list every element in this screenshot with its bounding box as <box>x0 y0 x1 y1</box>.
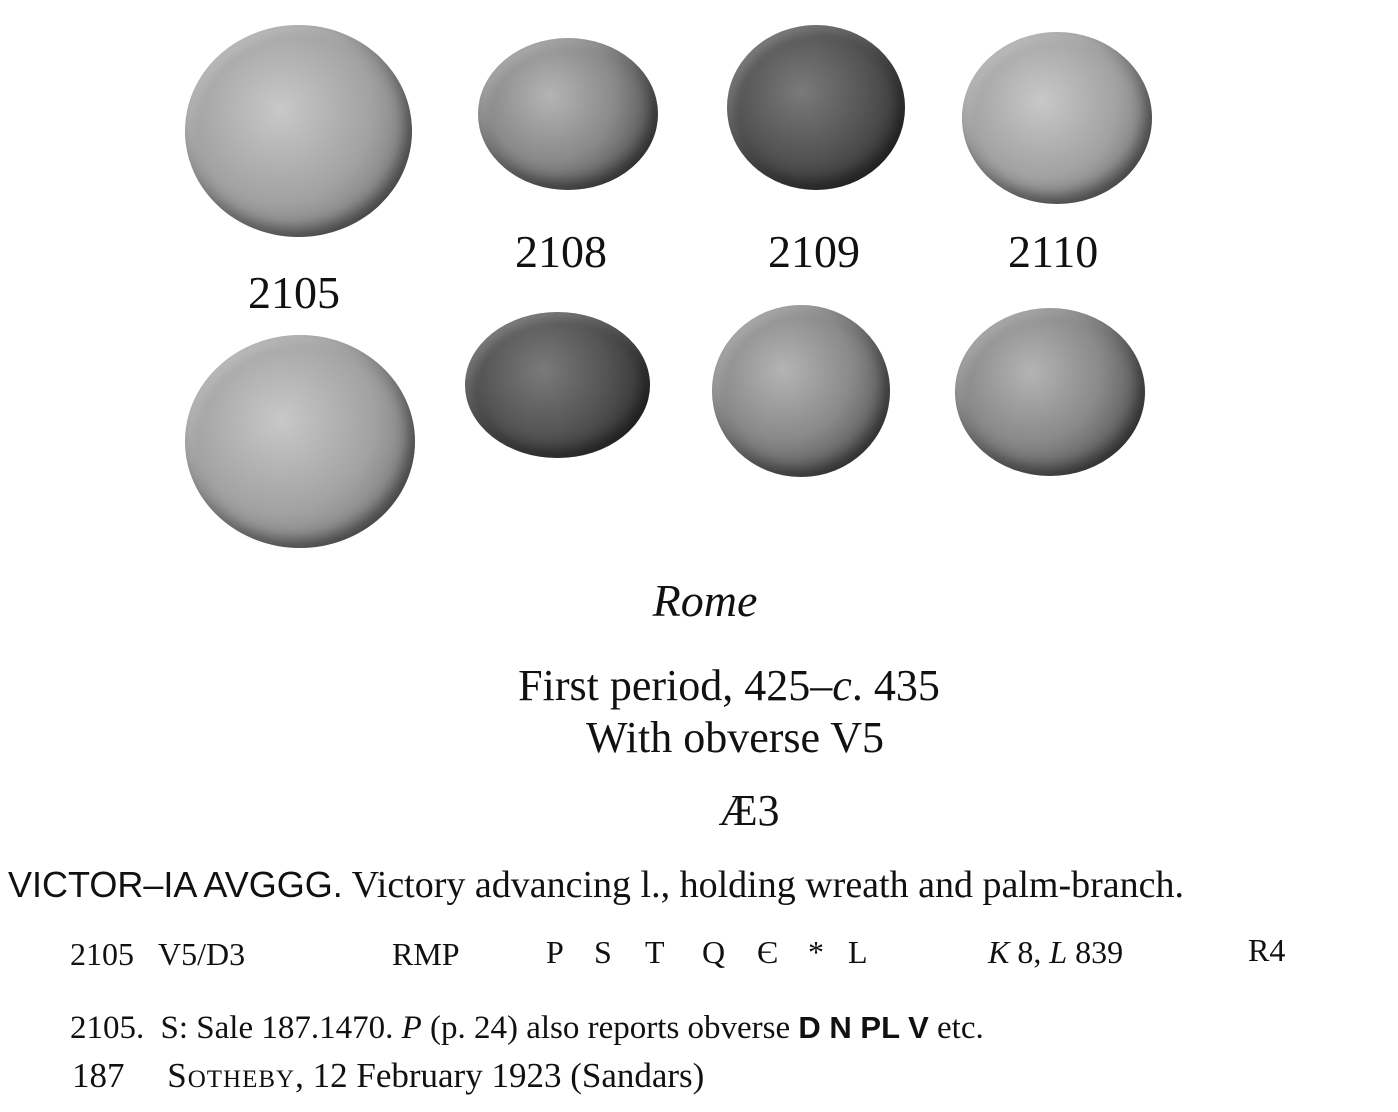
reference-line <box>72 1056 704 1096</box>
type-legend-line <box>8 863 1184 907</box>
officina-1: P <box>546 934 564 970</box>
coin-label-2110: 2110 <box>1008 226 1099 277</box>
ref-l-label: L <box>1049 934 1068 970</box>
officina-2: S <box>594 934 612 970</box>
period-text: First period, 425– <box>518 661 833 710</box>
coin-2108-reverse-image <box>465 312 650 458</box>
reference-name: Sotheby <box>167 1056 296 1095</box>
officina-7: L <box>848 934 868 970</box>
reverse-legend: VICTOR–IA AVGGG. <box>8 864 343 905</box>
note-text-3: etc. <box>928 1010 984 1046</box>
coin-label-2108: 2108 <box>515 226 607 277</box>
coin-2109-reverse-image <box>712 305 890 477</box>
note-text-1: S: Sale 187.1470. <box>160 1010 394 1046</box>
coin-2110-reverse-image <box>955 308 1145 476</box>
reference-text: , 12 February 1923 (Sandars) <box>295 1056 705 1095</box>
coin-label-2105: 2105 <box>248 267 340 318</box>
coin-2109-obverse-image <box>727 25 905 190</box>
entry-references <box>988 936 1123 968</box>
coin-2105-reverse-image <box>185 335 415 548</box>
coin-2108-obverse-image <box>478 38 658 190</box>
entry-mintmark: RMP <box>392 936 460 972</box>
note-p: P <box>401 1010 422 1046</box>
officina-4: Q <box>702 934 726 970</box>
coin-2110-obverse-image <box>962 32 1152 204</box>
mint-name: Rome <box>652 575 758 626</box>
officina-3: T <box>645 934 665 970</box>
ref-k-value: 8, <box>1009 934 1042 970</box>
period-circa: c <box>832 661 852 710</box>
metal-heading <box>0 785 1398 836</box>
mint-heading <box>0 574 1398 627</box>
period-heading <box>0 660 1398 711</box>
period-end: . 435 <box>851 661 940 710</box>
note-text-2: (p. 24) also reports obverse <box>421 1010 799 1046</box>
ref-k-label: K <box>988 934 1010 970</box>
entry-number: 2105 <box>70 936 134 972</box>
metal-text: Æ3 <box>718 786 780 835</box>
ref-l-value: 839 <box>1067 934 1124 970</box>
reference-number: 187 <box>72 1056 125 1095</box>
obverse-text: With obverse V5 <box>585 713 885 762</box>
note-legend: D N PL V <box>798 1010 929 1045</box>
officina-6: * <box>808 934 824 970</box>
entry-dies: V5/D3 <box>158 936 246 972</box>
coin-label-2109: 2109 <box>768 226 860 277</box>
note-line <box>70 1010 984 1047</box>
note-number: 2105. <box>70 1010 145 1046</box>
officina-5: Є <box>757 934 779 970</box>
reverse-description: Victory advancing l., holding wreath and palm-branch. <box>342 864 1184 906</box>
obverse-heading <box>0 712 1398 763</box>
entry-rarity: R4 <box>1248 932 1286 968</box>
coin-2105-obverse-image <box>185 25 412 237</box>
